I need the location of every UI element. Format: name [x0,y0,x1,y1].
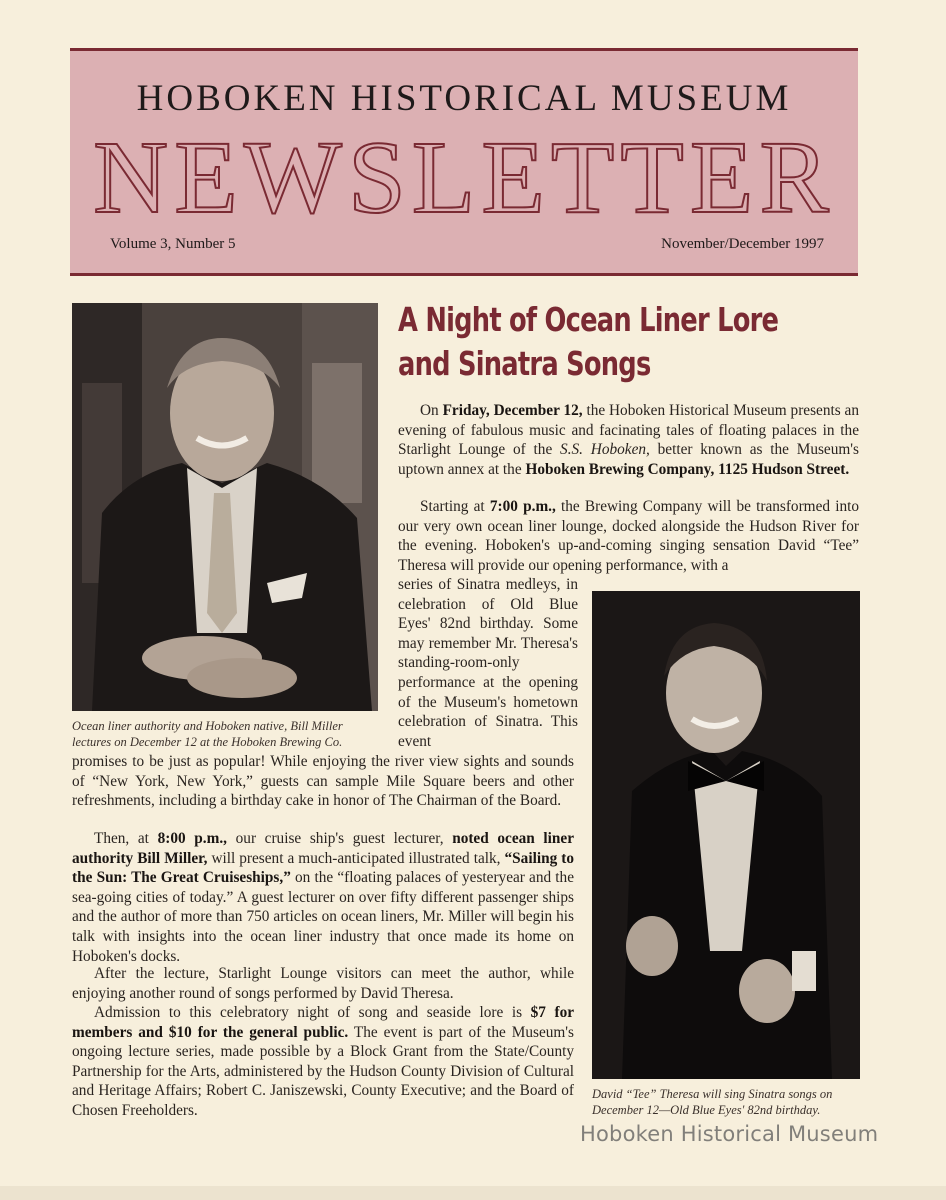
article-paragraph-2: Starting at 7:00 p.m., the Brewing Company will be transformed into our very own ocean liner lounge, docked alongside the Hudson River for the evening. Hoboken's up-and-coming singing sensation David “Tee” Theresa will provide our opening performance, with a [398,498,859,574]
museum-name: HOBOKEN HISTORICAL MUSEUM [136,78,792,119]
article-paragraph-2-narrow: series of Sinatra medleys, in celebration of Old Blue Eyes' 82nd birthday. Some may remember Mr. Theresa's standing-room-only performance at the opening of the Museum's hometown celebration of Sinatra. This event [398,576,578,750]
article-paragraph-3: Then, at 8:00 p.m., our cruise ship's guest lecturer, noted ocean liner authority Bill Miller, will present a much-anticipated illustrated talk, “Sailing to the Sun: The Great Cruiseships,” on the “floating palaces of yesteryear and the sea-going cities of today.” A guest lecturer on over fifty different passenger ships and the author of more than 750 articles on ocean liners, Mr. Miller will begin his talk with insights into the ocean liner industry that once made its home on Hoboken's docks. [72,830,575,965]
article-paragraph-2-continued: promises to be just as popular! While enjoying the river view sights and sounds of “New York, New York,” guests can sample Mile Square beers and other refreshments, including a birthday cake in honor of The Chairman of the Board. [72,753,574,810]
article-paragraph-5: Admission to this celebratory night of song and seaside lore is $7 for members and $10 for the general public. The event is part of the Museum's ongoing lecture series, made possible by a Block Grant from the State/County Partnership for the Arts, administered by the Hudson County Division of Cultural and Heritage Affairs; Robert C. Janiszewski, County Executive; and the Board of Chosen Freeholders. [72,1004,575,1119]
bill-miller-caption: Ocean liner authority and Hoboken native, Bill Miller lectures on December 12 at the Hoboken Brewing Co. [72,719,343,749]
bill-miller-photo [72,303,378,711]
david-theresa-caption: David “Tee” Theresa will sing Sinatra songs on December 12—Old Blue Eyes' 82nd birthday. [592,1087,833,1117]
david-theresa-portrait-image [592,591,860,1079]
issue-date: November/December 1997 [661,236,824,252]
david-theresa-photo [592,591,860,1079]
article-headline [398,298,779,386]
article-paragraph-1: On Friday, December 12, the Hoboken Historical Museum presents an evening of fabulous music and facinating tales of floating palaces in the Starlight Lounge of the S.S. Hoboken, better known as the Museum's uptown annex at the Hoboken Brewing Company, 1125 Hudson Street. [398,402,859,478]
masthead [70,48,858,276]
article-paragraph-4: After the lecture, Starlight Lounge visitors can meet the author, while enjoying another round of songs performed by David Theresa. [72,965,574,1002]
bill-miller-portrait-image [72,303,378,711]
volume-number: Volume 3, Number 5 [110,236,236,252]
newsletter-title: NEWSLETTER [93,120,835,235]
archive-watermark: Hoboken Historical Museum [580,1122,879,1146]
headline-line-2: and Sinatra Songs [398,344,651,383]
headline-line-1: A Night of Ocean Liner Lore [398,300,779,339]
scan-page-edge [0,1186,946,1200]
